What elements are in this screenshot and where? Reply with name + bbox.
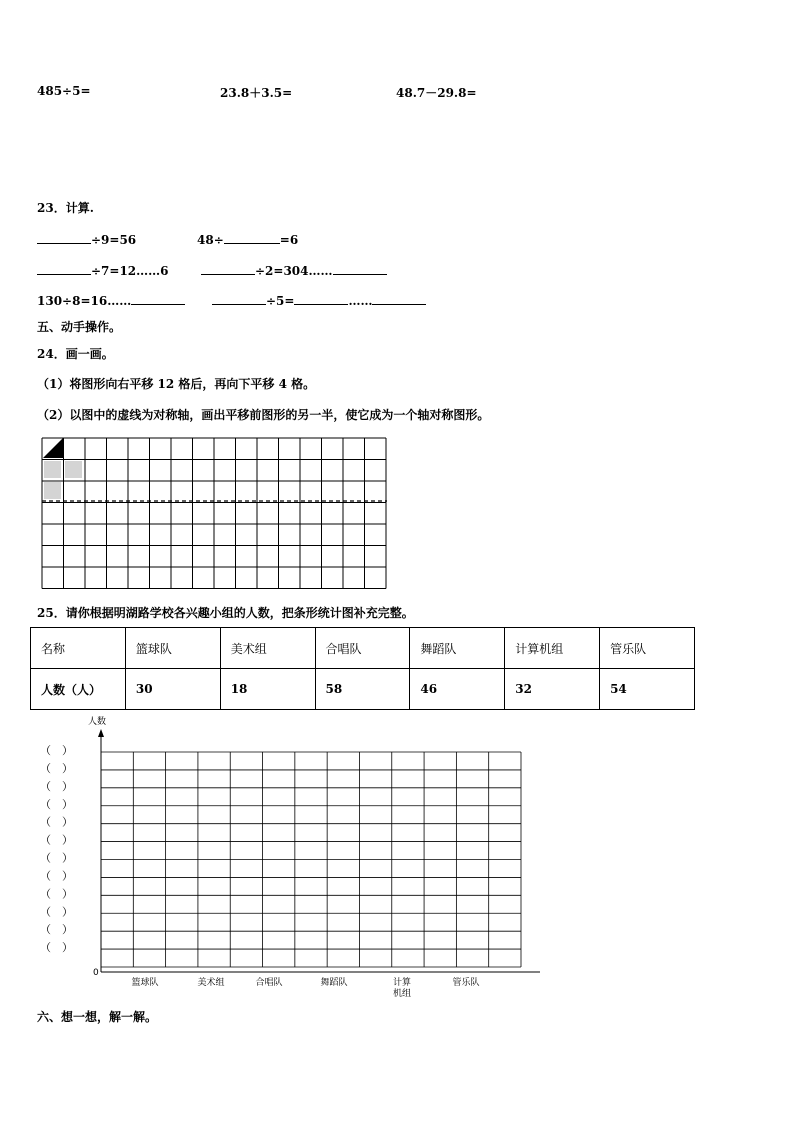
y-origin-label: 0 [93, 968, 99, 978]
y-tick-label[interactable]: （ ） [40, 833, 73, 847]
y-axis-arrow-icon [98, 729, 104, 737]
table-cell: 名称 [31, 628, 126, 669]
answer-blank[interactable] [37, 262, 91, 275]
section6-heading: 六、想一想，解一解。 [37, 1010, 158, 1024]
table-cell: 30 [125, 669, 220, 710]
x-tick-labels [131, 976, 479, 999]
table-cell: 管乐队 [600, 628, 695, 669]
table-cell: 58 [315, 669, 410, 710]
answer-blank[interactable] [212, 292, 266, 305]
table-cell: 32 [505, 669, 600, 710]
x-tick-label: 美术组 [197, 978, 225, 988]
y-tick-label[interactable]: （ ） [40, 851, 73, 865]
answer-blank[interactable] [224, 231, 280, 244]
shaded-cell [44, 461, 61, 478]
table-cell: 46 [410, 669, 505, 710]
shaded-cell [44, 482, 61, 499]
table-cell: 计算机组 [505, 628, 600, 669]
y-tick-label[interactable]: （ ） [40, 869, 73, 883]
q24-title: 24．画一画。 [37, 347, 114, 361]
q23-row2-a: ÷7=12……6 [37, 262, 169, 278]
q23-row1-a: ÷9=56 [37, 231, 136, 247]
table-cell: 人数（人） [31, 669, 126, 710]
answer-blank[interactable] [131, 292, 185, 305]
q24-instr2: （2）以图中的虚线为对称轴，画出平移前图形的另一半，使它成为一个轴对称图形。 [37, 408, 490, 422]
y-tick-label[interactable]: （ ） [40, 923, 73, 937]
chart-grid [101, 752, 521, 967]
data-table [30, 627, 695, 710]
x-tick-label: 计算 [392, 978, 412, 988]
x-tick-label: 舞蹈队 [320, 978, 348, 988]
expr-1: 485÷5= [37, 84, 91, 98]
translation-grid[interactable] [41, 437, 389, 590]
table-cell: 舞蹈队 [410, 628, 505, 669]
expr-3: 48.7－29.8= [396, 86, 477, 100]
y-tick-label[interactable]: （ ） [40, 761, 73, 775]
q24-instr1: （1）将图形向右平移 12 格后，再向下平移 4 格。 [37, 377, 316, 391]
q23-title: 23．计算. [37, 201, 94, 215]
table-cell: 54 [600, 669, 695, 710]
answer-blank[interactable] [201, 262, 255, 275]
x-tick-label: 篮球队 [131, 978, 159, 988]
answer-blank[interactable] [372, 292, 426, 305]
shaded-cell [65, 461, 82, 478]
q23-row3-b: ÷5= …… [212, 292, 426, 308]
table-cell: 18 [220, 669, 315, 710]
q23-row1-b: 48÷ =6 [197, 233, 299, 247]
table-cell: 合唱队 [315, 628, 410, 669]
table-cell: 篮球队 [125, 628, 220, 669]
q23-row3-a: 130÷8=16…… [37, 292, 185, 308]
q25-title: 25．请你根据明湖路学校各兴趣小组的人数，把条形统计图补充完整。 [37, 606, 414, 620]
table-header-row [31, 628, 695, 669]
expr-2: 23.8＋3.5= [220, 86, 293, 100]
x-tick-label: 机组 [392, 989, 412, 999]
y-tick-label[interactable]: （ ） [40, 941, 73, 955]
y-tick-label[interactable]: （ ） [40, 779, 73, 793]
y-tick-label[interactable]: （ ） [40, 887, 73, 901]
y-tick-label[interactable]: （ ） [40, 744, 73, 757]
answer-blank[interactable] [294, 292, 348, 305]
y-tick-labels [40, 744, 73, 954]
x-tick-label: 管乐队 [452, 978, 480, 988]
answer-blank[interactable] [37, 231, 91, 244]
y-tick-label[interactable]: （ ） [40, 905, 73, 919]
answer-blank[interactable] [333, 262, 387, 275]
q23-row2-b: ÷2=304…… [201, 262, 387, 278]
y-tick-label[interactable]: （ ） [40, 797, 73, 811]
x-tick-label: 合唱队 [255, 978, 283, 988]
table-row [31, 669, 695, 710]
section5-heading: 五、动手操作。 [37, 320, 122, 334]
bar-chart[interactable] [30, 712, 550, 1007]
grid-cells [42, 438, 386, 589]
y-tick-label[interactable]: （ ） [40, 815, 73, 829]
y-axis-label: 人数 [88, 717, 107, 727]
table-cell: 美术组 [220, 628, 315, 669]
triangle-shape [43, 438, 63, 458]
